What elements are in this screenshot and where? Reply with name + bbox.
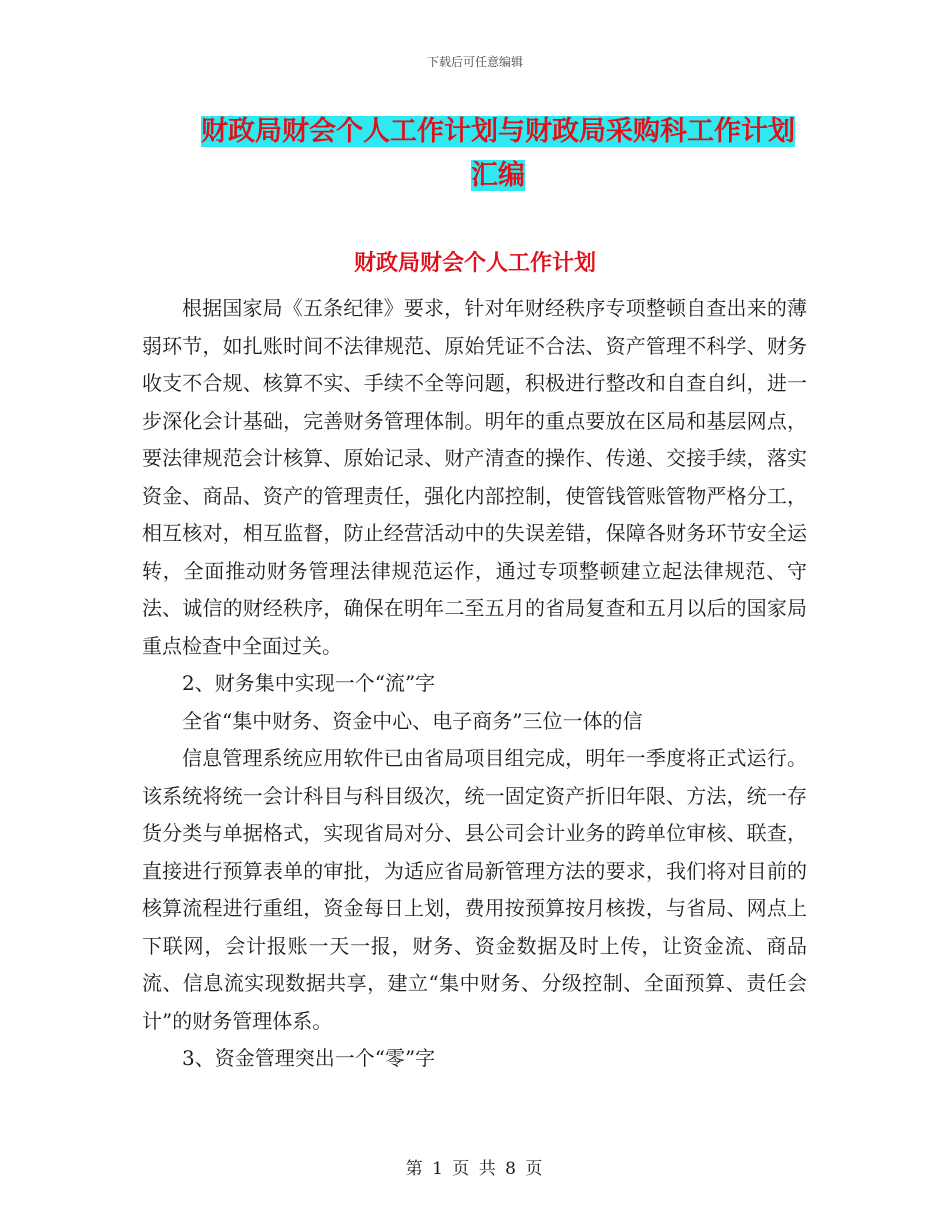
document-title-text: 财政局财会个人工作计划与财政局采购科工作计划汇编 [201, 116, 795, 191]
subheading-finance-centralization: 2、财务集中实现一个“流”字 [182, 671, 436, 695]
header-note: 下载后可任意编辑 [426, 55, 523, 69]
paragraph-info-system: 信息管理系统应用软件已由省局项目组完成，明年一季度将正式运行。该系统将统一会计科目与科目级次，统一固定资产折旧年限、方法，统一存货分类与单据格式，实现省局对分、县公司会计业务的跨单位审核、联查，直接进行预算表单的审批，为适应省局新管理方法的要求，我们将对目前的核算流程进行重组，资金每日上划，费用按预算按月核拨，与省局、网点上下联网，会计报账一天一报，财务、资金数据及时上传，让资金流、商品流、信息流实现数据共享，建立“集中财务、分级控制、全面预算、责任会计”的财务管理体系。 [142, 746, 807, 1033]
page-number: 第 1 页 共 8 页 [405, 1159, 545, 1179]
paragraph-intro: 根据国家局《五条纪律》要求，针对年财经秩序专项整顿自查出来的薄弱环节，如扎账时间不法律规范、原始凭证不合法、资产管理不科学、财务收支不合规、核算不实、手续不全等问题，积极进行整改和自查自纠，进一步深化会计基础，完善财务管理体制。明年的重点要放在区局和基层网点，要法律规范会计核算、原始记录、财产清查的操作、传递、交接手续，落实资金、商品、资产的管理责任，强化内部控制，使管钱管账管物严格分工，相互核对，相互监督，防止经营活动中的失误差错，保障各财务环节安全运转，全面推动财务管理法律规范运作，通过专项整顿建立起法律规范、守法、诚信的财经秩序，确保在明年二至五月的省局复查和五月以后的国家局重点检查中全面过关。 [142, 296, 807, 658]
document-title [192, 110, 804, 198]
paragraph-line: 全省“集中财务、资金中心、电子商务”三位一体的信 [182, 708, 643, 733]
section-title: 财政局财会个人工作计划 [353, 251, 596, 276]
subheading-fund-management: 3、资金管理突出一个“零”字 [182, 1046, 436, 1070]
document-body [142, 290, 807, 1078]
